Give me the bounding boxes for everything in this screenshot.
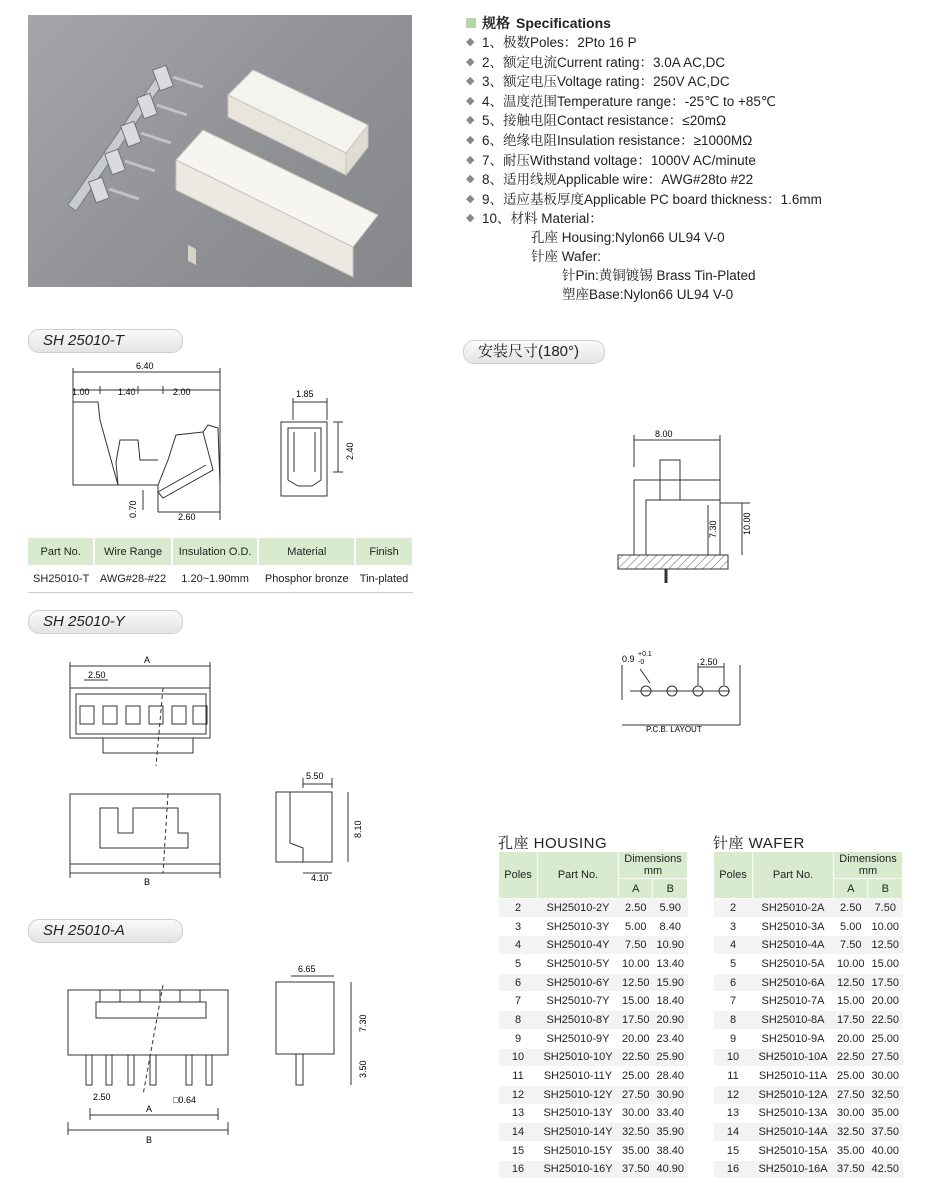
install-tol-plus: +0.1 [638, 651, 652, 658]
product-photo [28, 15, 412, 287]
specs-title [466, 13, 611, 33]
table-cell: SH25010-4A [753, 936, 834, 955]
install-hole: 0.9 [622, 654, 635, 664]
th-dimensions: Dimensions mm [619, 852, 688, 879]
table-cell: SH25010-6Y [538, 973, 619, 992]
diamond-icon: ◆ [466, 153, 475, 166]
th-dimensions: Dimensions mm [834, 852, 903, 879]
terminal-drawing [28, 360, 428, 535]
table-cell: 5.90 [653, 899, 688, 918]
table-row [714, 992, 903, 1011]
table-cell: 27.50 [834, 1085, 868, 1104]
table-cell: 27.50 [868, 1048, 903, 1067]
diamond-icon: ◆ [466, 75, 475, 88]
housing-table [498, 851, 688, 1179]
specs-title-cn: 规格 [482, 15, 510, 31]
material-wafer: 针座 Wafer: [531, 249, 602, 264]
table-cell: 17.50 [868, 973, 903, 992]
spec-item: ◆ 4、温度范围Temperature range：-25℃ to +85℃ [466, 92, 822, 112]
spec-item: ◆ 6、绝缘电阻Insulation resistance：≥1000MΩ [466, 131, 822, 151]
th-a: A [834, 879, 868, 899]
table-row [714, 1085, 903, 1104]
table-cell: 7.50 [834, 936, 868, 955]
table-row [499, 917, 688, 936]
table-row [714, 917, 903, 936]
table-cell: 15.00 [868, 955, 903, 974]
housing-dim-d: 4.10 [311, 873, 329, 883]
connector-photo-illustration [28, 15, 412, 287]
housing-dim-h: 8.10 [353, 820, 363, 838]
th-part-no: Part No. [538, 852, 619, 899]
diamond-icon: ◆ [466, 173, 475, 186]
table-row [499, 1160, 688, 1179]
table-row [499, 899, 688, 918]
th-finish: Finish [355, 538, 413, 565]
dim-d2: 1.40 [118, 387, 136, 397]
table-cell: SH25010-13Y [538, 1104, 619, 1123]
table-cell: 30.00 [868, 1067, 903, 1086]
table-cell: 5.00 [619, 917, 653, 936]
table-cell: 7 [714, 992, 753, 1011]
table-cell: 32.50 [619, 1123, 653, 1142]
table-cell: SH25010-9Y [538, 1029, 619, 1048]
install-dim-pitch: 2.50 [700, 657, 718, 667]
table-cell: 22.50 [868, 1011, 903, 1030]
table-cell: 3 [499, 917, 538, 936]
table-cell: 7.50 [868, 899, 903, 918]
table-row [714, 1011, 903, 1030]
table-cell: 35.00 [619, 1141, 653, 1160]
install-tol-minus: -0 [638, 659, 645, 666]
table-cell: 20.00 [619, 1029, 653, 1048]
terminal-table [28, 538, 414, 593]
table-cell: 12.50 [834, 973, 868, 992]
table-cell: 25.00 [868, 1029, 903, 1048]
table-row [499, 1123, 688, 1142]
table-cell: 12.50 [868, 936, 903, 955]
spec-item: ◆ 5、接触电阻Contact resistance：≤20mΩ [466, 111, 822, 131]
table-cell: SH25010-16Y [538, 1160, 619, 1179]
specs-list [466, 33, 822, 229]
table-cell: 14 [714, 1123, 753, 1142]
housing-dim-pitch: 2.50 [88, 670, 106, 680]
housing-dim-b: B [144, 877, 151, 887]
th-b: B [868, 879, 903, 899]
table-row [499, 955, 688, 974]
th-insulation: Insulation O.D. [172, 538, 259, 565]
table-cell: 10.00 [619, 955, 653, 974]
table-cell: 33.40 [653, 1104, 688, 1123]
table-row [714, 936, 903, 955]
table-cell: 10 [714, 1048, 753, 1067]
table-cell: 8.40 [653, 917, 688, 936]
table-cell: 5.00 [834, 917, 868, 936]
table-cell: 22.50 [619, 1048, 653, 1067]
dim-d1: 1.00 [72, 387, 90, 397]
table-row [499, 973, 688, 992]
spec-item: ◆ 1、极数Poles：2Pto 16 P [466, 33, 822, 53]
table-cell: 13 [714, 1104, 753, 1123]
table-cell: 23.40 [653, 1029, 688, 1048]
table-cell: 25.00 [619, 1067, 653, 1086]
material-pin: 针Pin:黄铜镀锡 Brass Tin-Plated [562, 268, 756, 283]
table-row [714, 1160, 903, 1179]
housing-table-body [499, 899, 688, 1179]
table-cell: 40.90 [653, 1160, 688, 1179]
table-cell: SH25010-13A [753, 1104, 834, 1123]
diamond-icon: ◆ [466, 133, 475, 146]
table-cell: SH25010-10A [753, 1048, 834, 1067]
table-cell: SH25010-10Y [538, 1048, 619, 1067]
material-housing: 孔座 Housing:Nylon66 UL94 V-0 [531, 230, 725, 245]
table-cell: SH25010-12Y [538, 1085, 619, 1104]
table-cell: 10.90 [653, 936, 688, 955]
table-cell: 9 [499, 1029, 538, 1048]
table-cell: 15.90 [653, 973, 688, 992]
table-cell: SH25010-15Y [538, 1141, 619, 1160]
table-cell: 16 [714, 1160, 753, 1179]
table-cell: SH25010-8Y [538, 1011, 619, 1030]
table-cell: 17.50 [834, 1011, 868, 1030]
table-cell: 15 [714, 1141, 753, 1160]
table-cell: 16 [499, 1160, 538, 1179]
table-cell: SH25010-7A [753, 992, 834, 1011]
th-poles: Poles [714, 852, 753, 899]
dim-d5: 2.60 [178, 512, 196, 522]
pcb-layout-label: P.C.B. LAYOUT [646, 725, 702, 734]
table-cell: SH25010-5Y [538, 955, 619, 974]
table-row: SH25010-T AWG#28-#22 1.20~1.90mm Phosphor bronze Tin-plated [28, 565, 413, 593]
table-row [499, 1141, 688, 1160]
table-cell: SH25010-8A [753, 1011, 834, 1030]
spec-item: ◆ 3、额定电压Voltage rating：250V AC,DC [466, 72, 822, 92]
table-cell: 15 [499, 1141, 538, 1160]
diamond-icon: ◆ [466, 114, 475, 127]
table-cell: 35.00 [868, 1104, 903, 1123]
install-drawing [600, 425, 780, 745]
table-cell: 18.40 [653, 992, 688, 1011]
table-cell: 25.00 [834, 1067, 868, 1086]
wafer-table-body [714, 899, 903, 1179]
table-cell: 2 [714, 899, 753, 918]
th-material: Material [258, 538, 355, 565]
th-poles: Poles [499, 852, 538, 899]
table-cell: 28.40 [653, 1067, 688, 1086]
diamond-icon: ◆ [466, 192, 475, 205]
table-cell: 2 [499, 899, 538, 918]
housing-table-title: 孔座 HOUSING [498, 835, 608, 852]
wafer-dim-pin: □0.64 [173, 1095, 196, 1105]
table-row [499, 1029, 688, 1048]
table-cell: SH25010-3A [753, 917, 834, 936]
table-row [499, 1067, 688, 1086]
table-row [714, 1048, 903, 1067]
table-cell: 12 [714, 1085, 753, 1104]
table-cell: 32.50 [868, 1085, 903, 1104]
diamond-icon: ◆ [466, 212, 475, 225]
table-cell: 25.90 [653, 1048, 688, 1067]
th-part-no: Part No. [753, 852, 834, 899]
table-row [499, 936, 688, 955]
table-cell: 7 [499, 992, 538, 1011]
specs-title-en: Specifications [516, 15, 611, 31]
table-row [499, 1104, 688, 1123]
table-cell: 2.50 [619, 899, 653, 918]
install-dim-h2: 10.00 [742, 512, 752, 535]
table-cell: 5 [714, 955, 753, 974]
table-cell: 37.50 [619, 1160, 653, 1179]
table-cell: 12.50 [619, 973, 653, 992]
table-cell: SH25010-4Y [538, 936, 619, 955]
table-cell: 20.00 [868, 992, 903, 1011]
install-dim-h1: 7.30 [708, 520, 718, 538]
table-cell: 10 [499, 1048, 538, 1067]
table-cell: 20.90 [653, 1011, 688, 1030]
table-cell: 4 [714, 936, 753, 955]
table-cell: 27.50 [619, 1085, 653, 1104]
section-label-wafer: SH 25010-A [28, 919, 183, 943]
table-row [714, 899, 903, 918]
title-square-icon [466, 18, 476, 28]
table-cell: 9 [714, 1029, 753, 1048]
table-cell: 6 [499, 973, 538, 992]
table-cell: 8 [714, 1011, 753, 1030]
table-row [499, 1085, 688, 1104]
table-cell: SH25010-11A [753, 1067, 834, 1086]
table-cell: 10.00 [868, 917, 903, 936]
dim-total: 6.40 [136, 361, 154, 371]
table-cell: 35.90 [653, 1123, 688, 1142]
table-cell: 3 [714, 917, 753, 936]
table-cell: 12 [499, 1085, 538, 1104]
diamond-icon: ◆ [466, 55, 475, 68]
table-cell: SH25010-6A [753, 973, 834, 992]
table-cell: SH25010-2A [753, 899, 834, 918]
table-cell: SH25010-15A [753, 1141, 834, 1160]
table-row [714, 1029, 903, 1048]
dim-d4: 0.70 [128, 500, 138, 518]
material-base: 塑座Base:Nylon66 UL94 V-0 [562, 287, 734, 302]
dim-d7: 2.40 [345, 442, 355, 460]
wafer-drawing [28, 960, 428, 1150]
table-cell: 22.50 [834, 1048, 868, 1067]
dim-d3: 2.00 [173, 387, 191, 397]
table-cell: 13 [499, 1104, 538, 1123]
diamond-icon: ◆ [466, 94, 475, 107]
th-b: B [653, 879, 688, 899]
table-cell: 40.00 [868, 1141, 903, 1160]
dim-d6: 1.85 [296, 389, 314, 399]
table-cell: SH25010-14A [753, 1123, 834, 1142]
table-cell: SH25010-16A [753, 1160, 834, 1179]
table-row [714, 955, 903, 974]
table-cell: 42.50 [868, 1160, 903, 1179]
spec-item: ◆ 7、耐压Withstand voltage：1000V AC/minute [466, 151, 822, 171]
table-cell: SH25010-3Y [538, 917, 619, 936]
wafer-dim-h: 7.30 [358, 1014, 368, 1032]
table-cell: SH25010-11Y [538, 1067, 619, 1086]
table-cell: 37.50 [868, 1123, 903, 1142]
table-cell: 11 [714, 1067, 753, 1086]
wafer-dim-t: 3.50 [358, 1060, 368, 1078]
table-cell: 7.50 [619, 936, 653, 955]
table-cell: 11 [499, 1067, 538, 1086]
wafer-table-title: 针座 WAFER [713, 835, 805, 852]
table-cell: SH25010-7Y [538, 992, 619, 1011]
table-cell: 2.50 [834, 899, 868, 918]
table-row [499, 1011, 688, 1030]
wafer-dim-a: A [146, 1104, 153, 1114]
wafer-dim-pitch: 2.50 [93, 1092, 111, 1102]
table-cell: 32.50 [834, 1123, 868, 1142]
th-part-no: Part No. [28, 538, 94, 565]
table-cell: 4 [499, 936, 538, 955]
table-cell: 13.40 [653, 955, 688, 974]
section-label-housing: SH 25010-Y [28, 610, 183, 634]
table-cell: 17.50 [619, 1011, 653, 1030]
housing-dim-a: A [144, 655, 151, 665]
table-cell: 20.00 [834, 1029, 868, 1048]
table-cell: 30.90 [653, 1085, 688, 1104]
table-cell: 15.00 [619, 992, 653, 1011]
table-cell: 38.40 [653, 1141, 688, 1160]
spec-item: ◆ 9、适应基板厚度Applicable PC board thickness：1.6mm [466, 190, 822, 210]
section-label-terminal: SH 25010-T [28, 329, 183, 353]
table-row [714, 973, 903, 992]
install-dim-w: 8.00 [655, 429, 673, 439]
table-cell: 30.00 [619, 1104, 653, 1123]
table-cell: 8 [499, 1011, 538, 1030]
table-row [499, 992, 688, 1011]
spec-item: ◆ 8、适用线规Applicable wire：AWG#28to #22 [466, 170, 822, 190]
table-cell: SH25010-9A [753, 1029, 834, 1048]
table-cell: SH25010-5A [753, 955, 834, 974]
diamond-icon: ◆ [466, 36, 475, 48]
table-cell: 14 [499, 1123, 538, 1142]
table-cell: 30.00 [834, 1104, 868, 1123]
table-cell: 6 [714, 973, 753, 992]
table-row [714, 1141, 903, 1160]
housing-dim-w: 5.50 [306, 771, 324, 781]
table-cell: 15.00 [834, 992, 868, 1011]
table-cell: 35.00 [834, 1141, 868, 1160]
section-label-install: 安装尺寸(180°) [463, 340, 605, 364]
table-cell: 37.50 [834, 1160, 868, 1179]
table-row [714, 1104, 903, 1123]
table-row [714, 1067, 903, 1086]
wafer-dim-b: B [146, 1135, 153, 1145]
table-cell: 10.00 [834, 955, 868, 974]
wafer-dim-w: 6.65 [298, 964, 316, 974]
table-cell: SH25010-2Y [538, 899, 619, 918]
table-cell: 5 [499, 955, 538, 974]
spec-item: ◆ 10、材料 Material： [466, 209, 822, 229]
wafer-table [713, 851, 903, 1179]
table-cell: SH25010-12A [753, 1085, 834, 1104]
th-wire-range: Wire Range [94, 538, 171, 565]
th-a: A [619, 879, 653, 899]
table-row [499, 1048, 688, 1067]
housing-drawing [28, 648, 428, 898]
table-row [714, 1123, 903, 1142]
spec-item: ◆ 2、额定电流Current rating：3.0A AC,DC [466, 53, 822, 73]
table-cell: SH25010-14Y [538, 1123, 619, 1142]
